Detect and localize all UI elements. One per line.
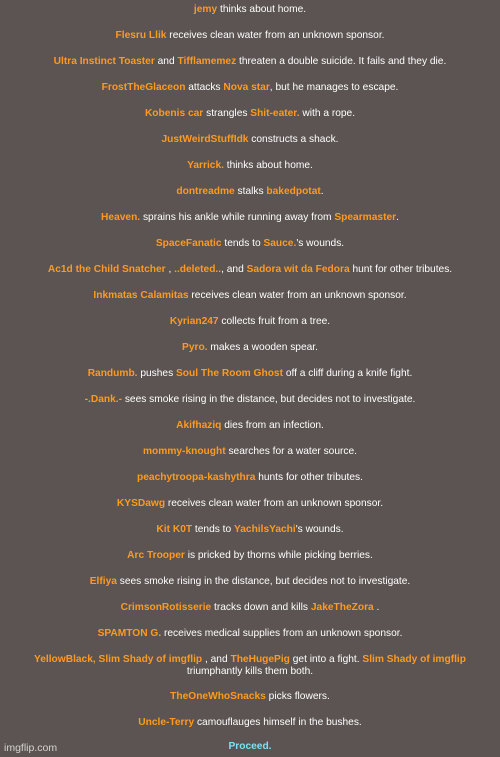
event-text: sees smoke rising in the distance, but decides not to investigate. [116,576,411,587]
event-line [0,472,500,484]
event-text: stalks [234,186,267,197]
event-line [0,654,500,678]
tribute-name: KYSDawg [116,498,166,509]
tribute-name: Flesru Llik [115,30,167,41]
event-text: tracks down and kills [211,602,311,613]
tribute-name: peachytroopa-kashythra [137,472,256,483]
tribute-name: Ac1d the Child Snatcher [47,264,166,275]
tribute-name: JustWeirdStuffIdk [161,134,249,145]
tribute-name: -.Dank.- [84,394,122,405]
event-log [0,4,500,743]
tribute-name: Sadora wit da Fedora [246,264,350,275]
event-text: collects fruit from a tree. [218,316,331,327]
tribute-name: jemy [193,4,218,15]
tribute-name: SPAMTON G. [97,628,162,639]
event-text: tends to [192,524,234,535]
event-text: picks flowers. [265,691,330,702]
tribute-name: mommy-knought [142,446,226,457]
event-text: , and [202,654,231,665]
event-line [0,186,500,198]
proceed-link[interactable]: Proceed. [228,741,272,752]
tribute-name: Sauce. [263,238,297,249]
tribute-name: bakedpotat [266,186,321,197]
event-text: , but he manages to escape. [269,82,399,93]
event-text: and [154,56,178,67]
tribute-name: Tifflamemez [177,56,237,67]
tribute-name: Pyro. [182,342,208,353]
tribute-name: Kyrian247 [169,316,219,327]
event-line [0,290,500,302]
tribute-name: TheOneWhoSnacks [170,691,266,702]
event-text: tends to [221,238,264,249]
event-line [0,576,500,588]
event-line [0,717,500,729]
event-text: off a cliff during a knife fight. [282,368,413,379]
tribute-name: dontreadme [176,186,235,197]
event-text: makes a wooden spear. [207,342,318,353]
event-line [0,394,500,406]
event-line [0,56,500,68]
event-text: 's wounds. [296,238,345,249]
event-line [0,420,500,432]
event-text: . [396,212,399,223]
tribute-name: Nova star [223,82,270,93]
tribute-name: CrimsonRotisserie [120,602,212,613]
imgflip-watermark: imgflip.com [4,742,58,754]
event-text: 's wounds. [295,524,344,535]
event-line [0,342,500,354]
tribute-name: FrostTheGlaceon [101,82,186,93]
event-line [0,30,500,42]
tribute-name: YachilsYachi [234,524,296,535]
event-text: dies from an infection. [221,420,324,431]
tribute-name: Yarrick. [187,160,224,171]
event-line [0,212,500,224]
tribute-name: Akifhaziq [176,420,222,431]
event-line [0,108,500,120]
event-text: sprains his ankle while running away from [140,212,335,223]
tribute-name: Kobenis car [144,108,204,119]
event-line [0,160,500,172]
event-line [0,550,500,562]
tribute-name: Inkmatas Calamitas [93,290,189,301]
event-text: get into a fight. [289,654,363,665]
event-line [0,602,500,614]
tribute-name: JakeTheZora [310,602,374,613]
tribute-name: Shit-eater. [250,108,300,119]
event-text: threaten a double suicide. It fails and they die. [236,56,447,67]
tribute-name: Kit K0T [156,524,193,535]
event-line [0,264,500,276]
event-text: receives clean water from an unknown sponsor. [188,290,407,301]
event-text: hunts for other tributes. [255,472,363,483]
event-text: constructs a shack. [248,134,339,145]
event-text: sees smoke rising in the distance, but decides not to investigate. [122,394,416,405]
event-text: receives clean water from an unknown sponsor. [165,498,384,509]
event-line [0,524,500,536]
tribute-name: Spearmaster [334,212,397,223]
event-line [0,446,500,458]
event-line [0,368,500,380]
event-text: , [165,264,175,275]
tribute-name: Elfiya [89,576,117,587]
event-text: receives clean water from an unknown sponsor. [166,30,385,41]
tribute-name: YellowBlack, Slim Shady of imgflip [34,654,203,665]
event-line [0,316,500,328]
event-text: thinks about home. [217,4,307,15]
event-line [0,498,500,510]
tribute-name: SpaceFanatic [155,238,222,249]
event-line [0,691,500,703]
event-line [0,134,500,146]
tribute-name: Randumb. [87,368,138,379]
event-text: thinks about home. [223,160,313,171]
event-text: , and [221,264,247,275]
event-text: attacks [185,82,224,93]
tribute-name: Arc Trooper [127,550,185,561]
event-text: . [373,602,380,613]
event-text: pushes [137,368,177,379]
event-line [0,4,500,16]
event-text: receives medical supplies from an unknown sponsor. [161,628,403,639]
event-text: camouflauges himself in the bushes. [194,717,362,728]
tribute-name: ..deleted.. [174,264,222,275]
tribute-name: Soul The Room Ghost [176,368,283,379]
event-text: hunt for other tributes. [349,264,453,275]
event-line [0,82,500,94]
tribute-name: Slim Shady of imgflip [362,654,466,665]
event-line [0,628,500,640]
event-text: with a rope. [299,108,356,119]
event-text: is pricked by thorns while picking berries. [184,550,373,561]
tribute-name: Heaven. [101,212,141,223]
tribute-name: Uncle-Terry [138,717,195,728]
event-text: . [320,186,324,197]
tribute-name: TheHugePig [230,654,290,665]
tribute-name: Ultra Instinct Toaster [53,56,155,67]
event-text: searches for a water source. [225,446,357,457]
event-text: strangles [203,108,251,119]
event-text: triumphantly kills them both. [186,666,314,677]
event-line [0,238,500,250]
